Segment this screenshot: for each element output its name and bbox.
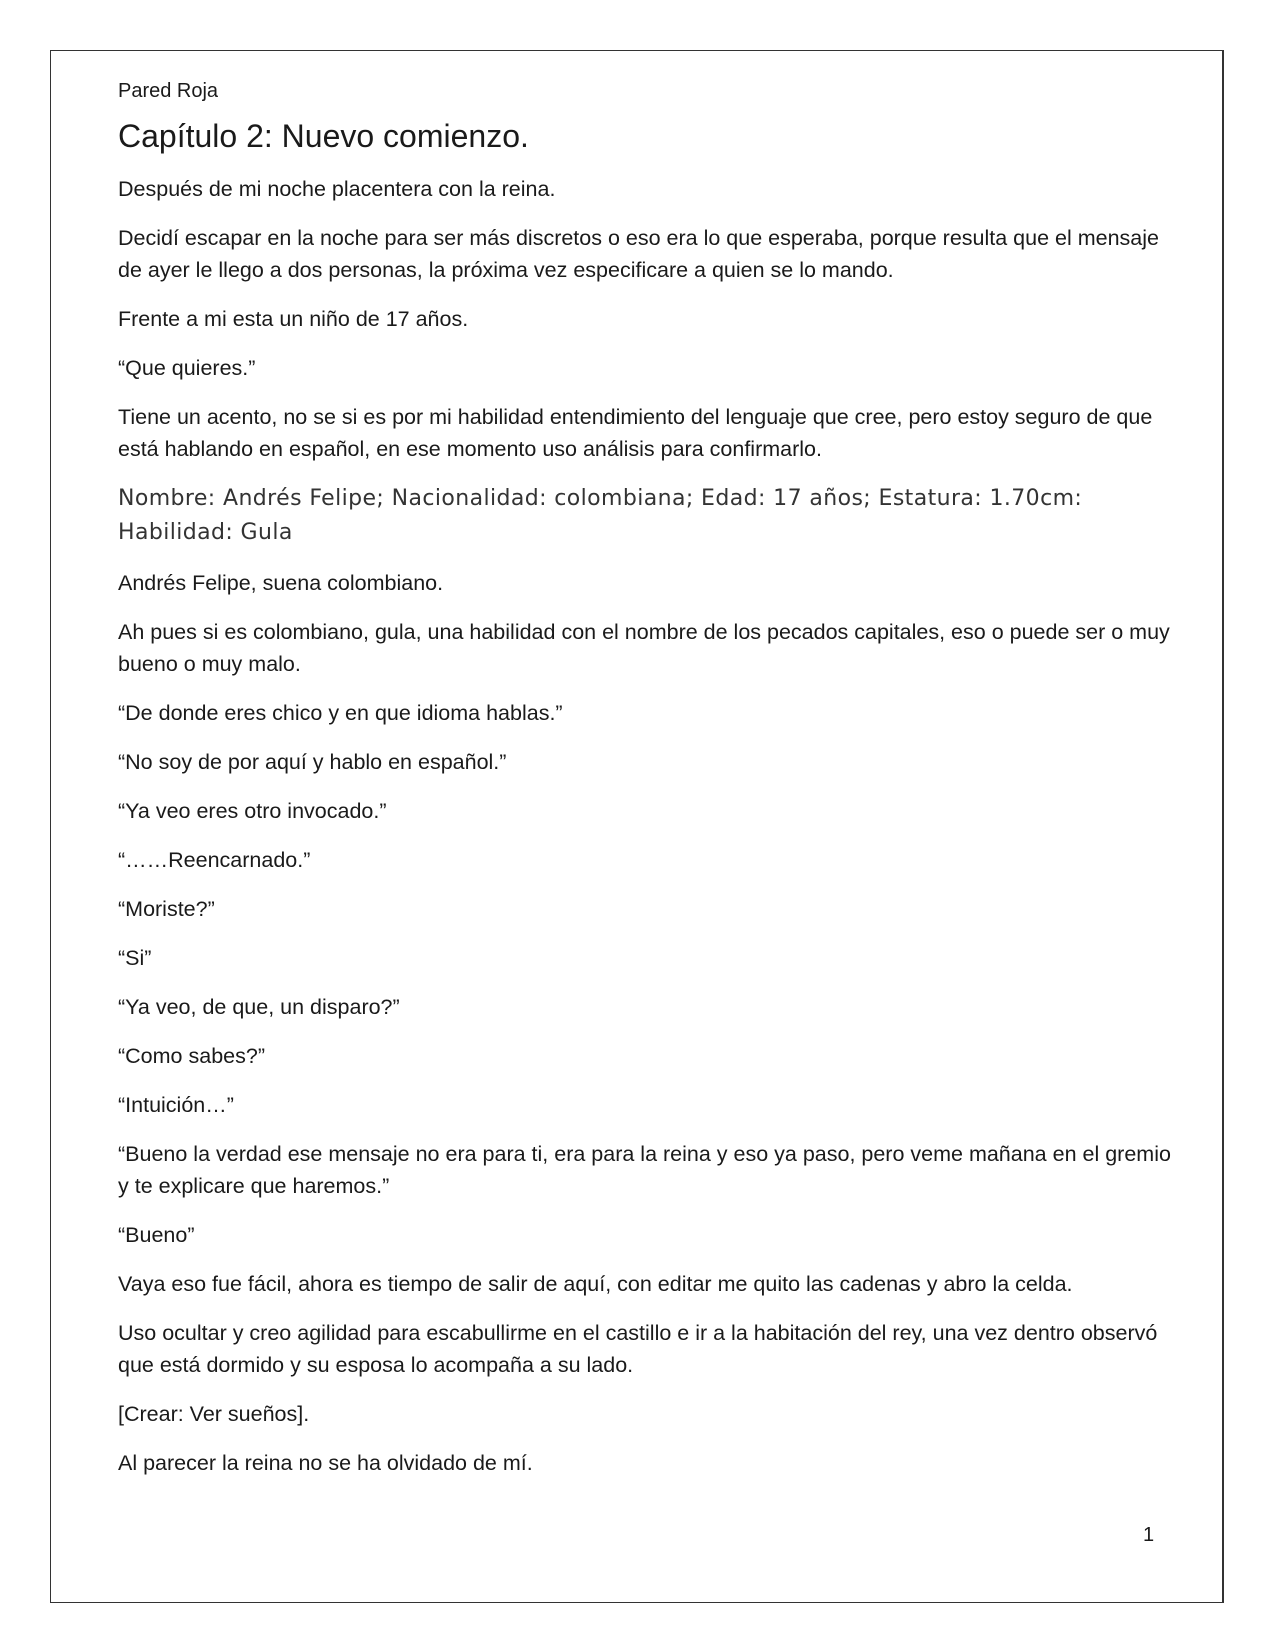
- running-header: Pared Roja: [118, 80, 219, 102]
- dialogue-line: “Que quieres.”: [118, 356, 256, 380]
- dialogue-line: “Moriste?”: [118, 897, 215, 921]
- page-number: 1: [1143, 1524, 1155, 1546]
- dialogue-line: “Ya veo eres otro invocado.”: [118, 799, 387, 823]
- dialogue-line: “De donde eres chico y en que idioma hablas.”: [118, 701, 563, 725]
- chapter-title: Capítulo 2: Nuevo comienzo.: [118, 118, 529, 154]
- dialogue-line: “Ya veo, de que, un disparo?”: [118, 995, 400, 1019]
- dialogue-line: “Bueno la verdad ese mensaje no era para ti, era para la reina y eso ya paso, pero veme mañana en el gremio y te explicare que haremos.”: [118, 1142, 1171, 1198]
- paragraph: Decidí escapar en la noche para ser más discretos o eso era lo que esperaba, porque resulta que el mensaje de ayer le llego a dos personas, la próxima vez especificare a quien se lo mando.: [118, 226, 1159, 282]
- paragraph: Después de mi noche placentera con la reina.: [118, 177, 556, 201]
- dialogue-line: “……Reencarnado.”: [118, 848, 311, 872]
- character-stats: Nombre: Andrés Felipe; Nacionalidad: colombiana; Edad: 17 años; Estatura: 1.70cm: Habilidad: Gula: [118, 486, 1083, 545]
- dialogue-line: “Como sabes?”: [118, 1044, 265, 1068]
- paragraph: [Crear: Ver sueños].: [118, 1402, 310, 1426]
- paragraph: Andrés Felipe, suena colombiano.: [118, 571, 444, 595]
- dialogue-line: “Bueno”: [118, 1223, 195, 1247]
- paragraph: Tiene un acento, no se si es por mi habilidad entendimiento del lenguaje que cree, pero estoy seguro de que está hablando en español, en ese momento uso análisis para confirmarlo.: [118, 405, 1153, 461]
- paragraph: Uso ocultar y creo agilidad para escabullirme en el castillo e ir a la habitación del rey, una vez dentro observó que está dormido y su esposa lo acompaña a su lado.: [118, 1321, 1158, 1377]
- paragraph: Ah pues si es colombiano, gula, una habilidad con el nombre de los pecados capitales, eso o puede ser o muy bueno o muy malo.: [118, 620, 1170, 676]
- dialogue-line: “Si”: [118, 946, 152, 970]
- paragraph: Al parecer la reina no se ha olvidado de mí.: [118, 1451, 533, 1475]
- dialogue-line: “Intuición…”: [118, 1093, 234, 1117]
- paragraph: Frente a mi esta un niño de 17 años.: [118, 307, 469, 331]
- dialogue-line: “No soy de por aquí y hablo en español.”: [118, 750, 507, 774]
- document-body: [118, 70, 1178, 1496]
- paragraph: Vaya eso fue fácil, ahora es tiempo de salir de aquí, con editar me quito las cadenas y abro la celda.: [118, 1272, 1073, 1296]
